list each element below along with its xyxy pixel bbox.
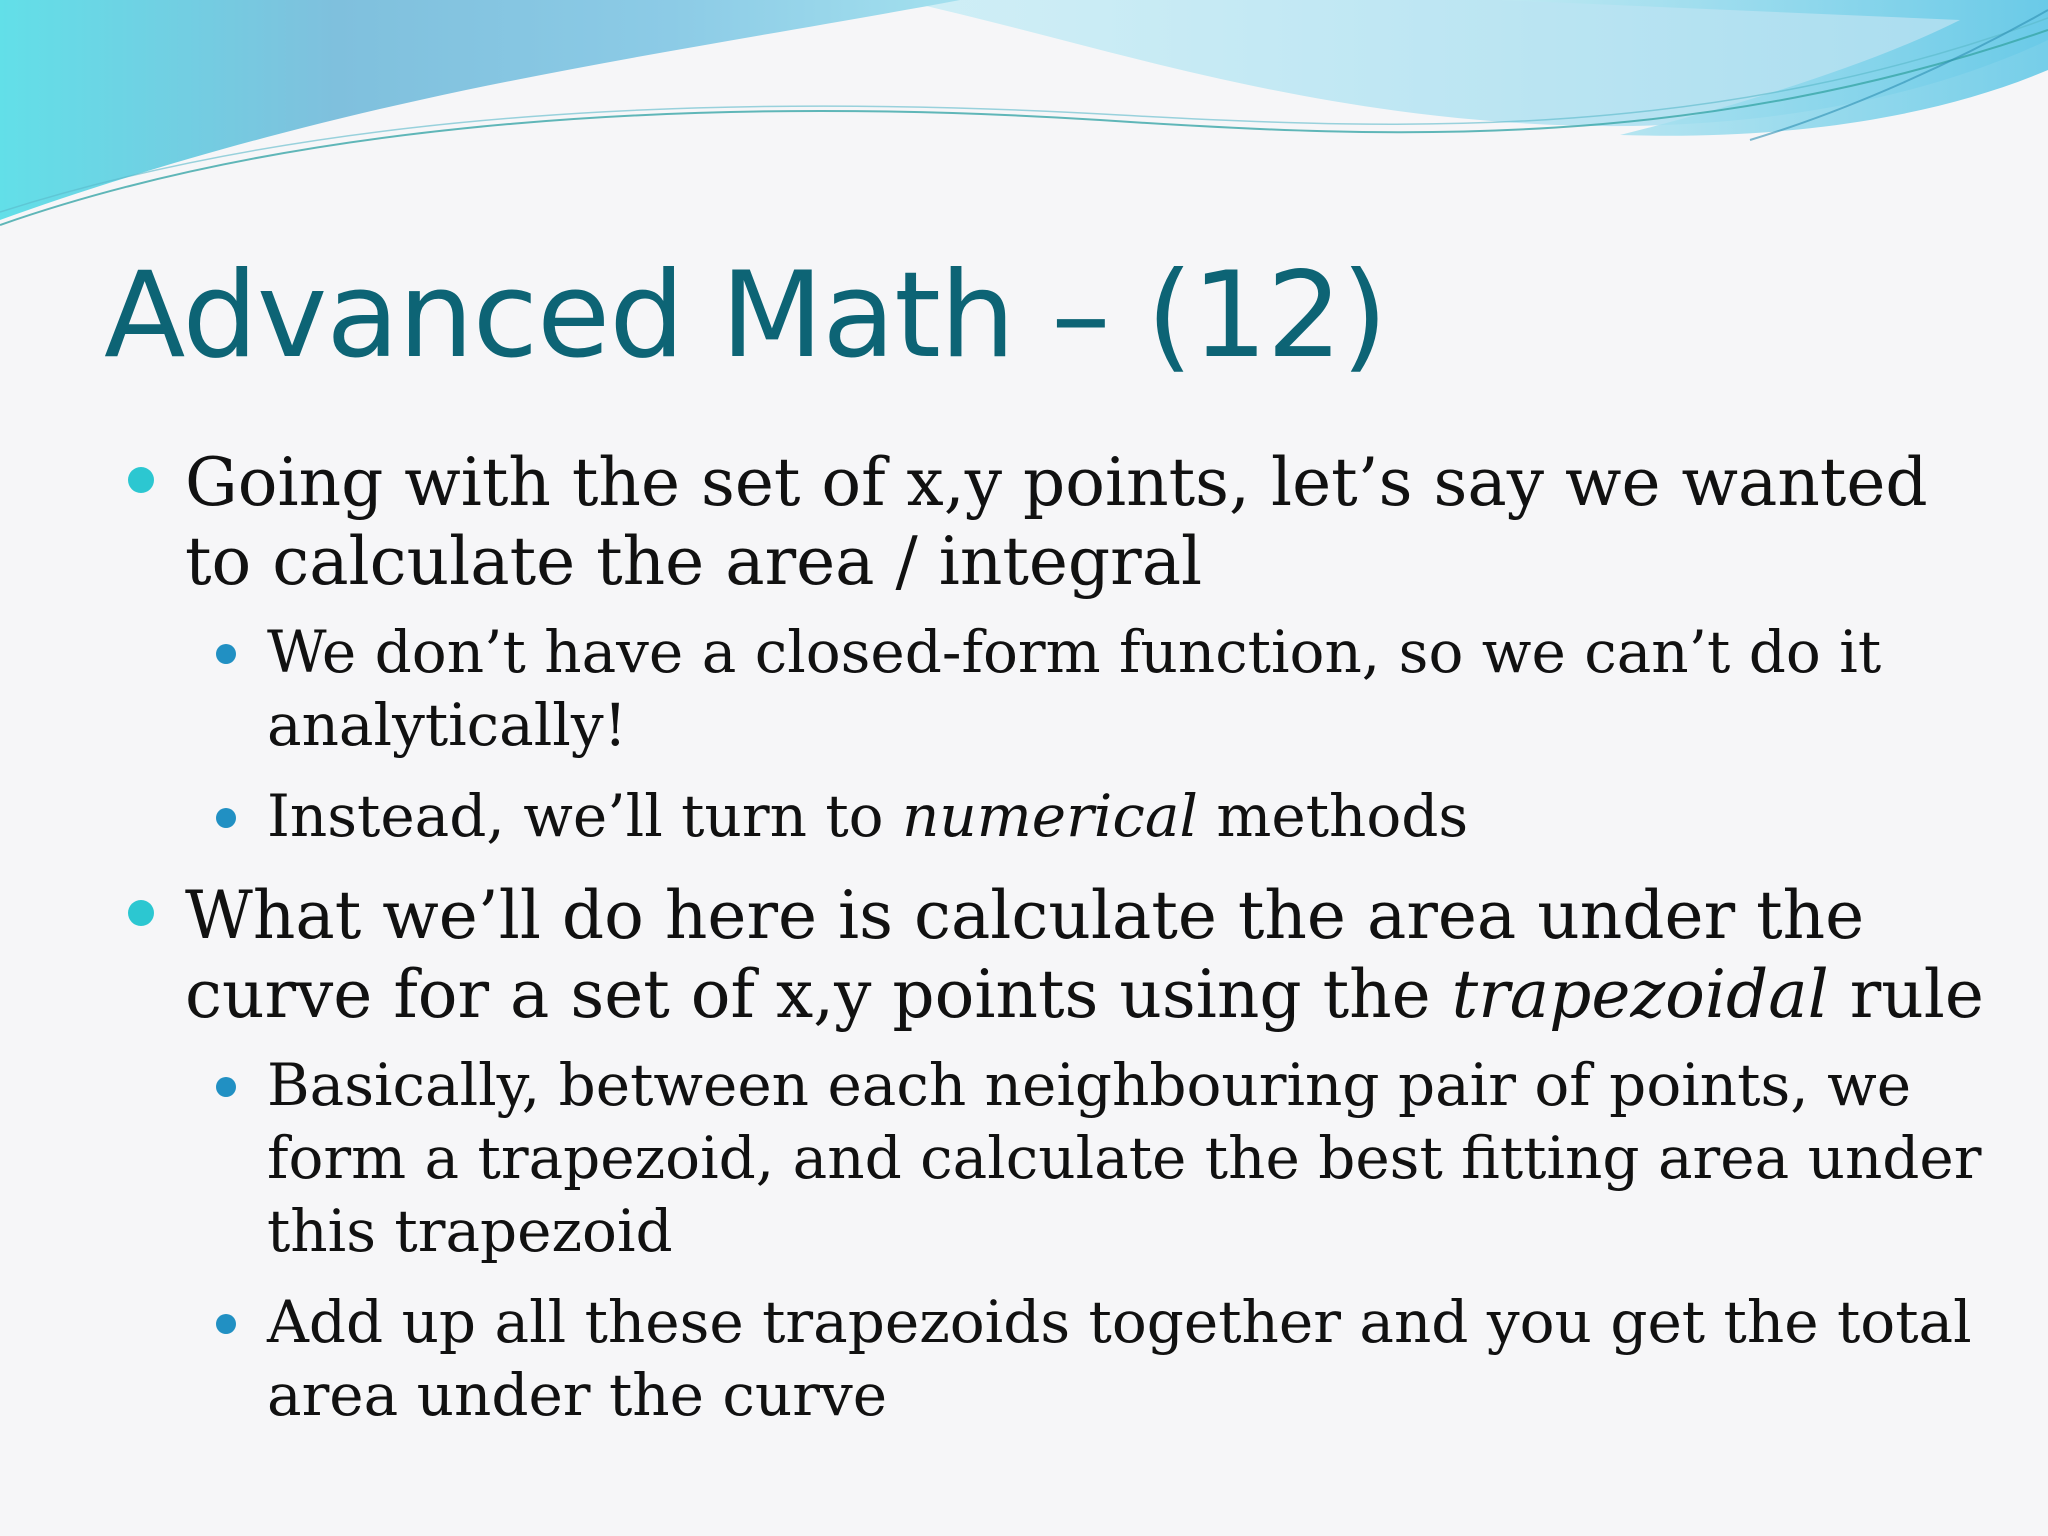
bullet-marker <box>128 900 154 926</box>
emphasis-text: numerical <box>902 782 1198 850</box>
sub-bullet-item <box>267 1286 2007 1432</box>
bullet-text: Add up all these trapezoids together and you get the total area under the curve <box>267 1288 1991 1429</box>
bullet-text: Going with the set of x,y points, let’s say we wanted to calculate the area / integral <box>185 444 1949 600</box>
bullet-item <box>185 443 1985 601</box>
sub-bullet-marker <box>216 1314 236 1334</box>
bullet-text: We don’t have a closed-form function, so we can’t do it analytically! <box>267 618 1900 759</box>
bullet-marker <box>128 467 154 493</box>
sub-bullet-marker <box>216 1077 236 1097</box>
bullet-text: Basically, between each neighbouring pair of points, we form a trapezoid, and calculate the best fitting area under this trapezoid <box>267 1051 2000 1265</box>
bullet-text: Instead, we’ll turn to <box>267 782 903 850</box>
sub-bullet-marker <box>216 808 236 828</box>
bullet-item <box>185 876 1985 1034</box>
sub-bullet-item <box>267 780 2007 853</box>
sub-bullet-marker <box>216 644 236 664</box>
sub-bullet-item <box>267 1049 2007 1268</box>
emphasis-text: trapezoidal <box>1451 956 1829 1033</box>
sub-bullet-item <box>267 616 2007 762</box>
bullet-text: methods <box>1197 782 1469 850</box>
slide-title: Advanced Math – (12) <box>104 247 1387 385</box>
bullet-text: rule <box>1828 956 1984 1033</box>
bullet-text: What we’ll do here is calculate the area under the curve for a set of x,y points using the <box>185 877 1886 1033</box>
